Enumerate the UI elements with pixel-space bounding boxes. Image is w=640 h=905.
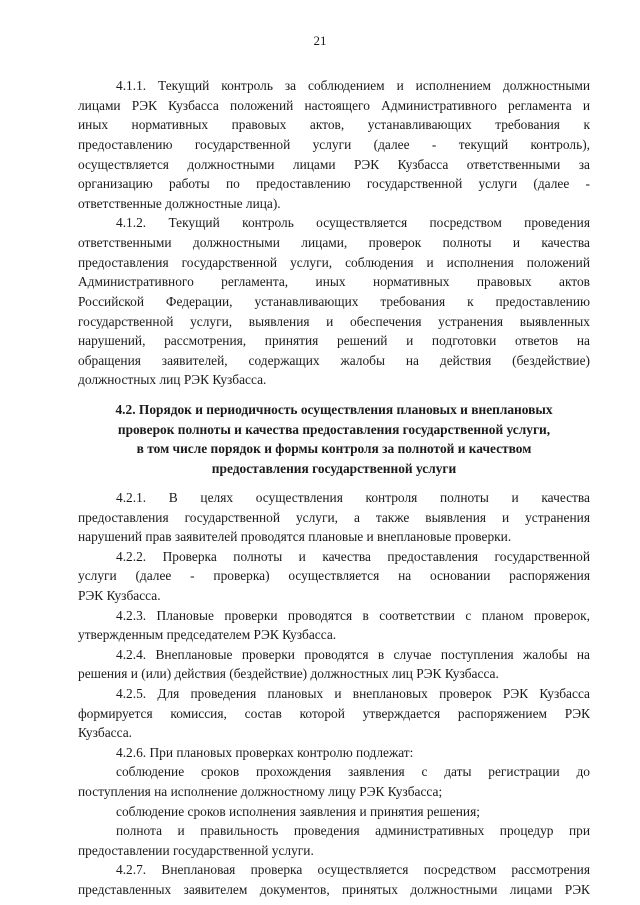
paragraph-4-2-6-line: поступления на исполнение должностному лицу РЭК Кузбасса;: [78, 784, 443, 799]
paragraph-4-1-1-line: ответственные должностные лица).: [78, 196, 281, 211]
paragraph-4-2-6-line: соблюдение сроков исполнения заявления и принятия решения;: [116, 804, 480, 819]
paragraph-4-1-2-line: Административного регламента, иных нормативных правовых актов: [78, 274, 590, 289]
paragraph-4-2-3-line: утвержденным председателем РЭК Кузбасса.: [78, 627, 337, 642]
section-heading-4-2: в том числе порядок и формы контроля за полнотой и качеством: [136, 441, 532, 456]
paragraph-4-2-1-line: нарушений прав заявителей проводятся плановые и внеплановые проверки.: [78, 529, 512, 544]
paragraph-4-1-2-line: должностных лиц РЭК Кузбасса.: [78, 372, 267, 387]
paragraph-4-2-5-line: 4.2.5. Для проведения плановых и внеплановых проверок РЭК Кузбасса: [116, 686, 590, 701]
paragraph-4-1-2-line: нарушений, рассмотрения, принятия решений и подготовки ответов на: [78, 333, 590, 348]
section-heading-4-2: предоставления государственной услуги: [211, 461, 457, 476]
paragraph-4-2-1-line: 4.2.1. В целях осуществления контроля полноты и качества: [116, 490, 590, 505]
paragraph-4-1-2-line: 4.1.2. Текущий контроль осуществляется посредством проведения: [116, 215, 590, 230]
section-heading-4-2: 4.2. Порядок и периодичность осуществления плановых и внеплановых: [115, 402, 553, 417]
paragraph-4-1-2-line: предоставления государственной услуги, соблюдения и исполнения положений: [78, 255, 590, 270]
paragraph-4-2-7-line: 4.2.7. Внеплановая проверка осуществляется посредством рассмотрения: [116, 862, 590, 877]
paragraph-4-2-6-line: 4.2.6. При плановых проверках контролю подлежат:: [116, 745, 414, 760]
paragraph-4-1-2-line: государственной услуги, выявления и обеспечения устранения выявленных: [78, 314, 590, 329]
paragraph-4-2-2-line: РЭК Кузбасса.: [78, 588, 161, 603]
paragraph-4-2-6-line: предоставлении государственной услуги.: [78, 843, 314, 858]
paragraph-4-2-2-line: услуги (далее - проверка) осуществляется на основании распоряжения: [78, 568, 590, 583]
paragraph-4-2-5-line: Кузбасса.: [78, 725, 133, 740]
paragraph-4-1-2-line: ответственными должностными лицами, проверок полноты и качества: [78, 235, 590, 250]
section-heading-4-2: проверок полноты и качества предоставления государственной услуги,: [117, 422, 551, 437]
paragraph-4-1-1-line: лицами РЭК Кузбасса положений настоящего Административного регламента и: [78, 98, 590, 113]
paragraph-4-1-1-line: иных нормативных правовых актов, устанавливающих требования к: [78, 117, 590, 132]
paragraph-4-1-2-line: обращения заявителей, содержащих жалобы на действия (бездействие): [78, 353, 590, 368]
paragraph-4-1-1-line: предоставлению государственной услуги (далее - текущий контроль),: [78, 137, 590, 152]
paragraph-4-2-6-line: полнота и правильность проведения административных процедур при: [116, 823, 590, 838]
paragraph-4-1-1-line: организацию работы по предоставлению государственной услуги (далее -: [78, 176, 590, 191]
page-number: 21: [313, 33, 327, 48]
paragraph-4-2-7-line: представленных заявителем документов, принятых должностными лицами РЭК: [78, 882, 590, 897]
paragraph-4-1-1-line: осуществляется должностными лицами РЭК Кузбасса ответственными за: [78, 157, 590, 172]
paragraph-4-2-6-line: соблюдение сроков прохождения заявления с даты регистрации до: [116, 764, 590, 779]
paragraph-4-1-1-line: 4.1.1. Текущий контроль за соблюдением и исполнением должностными: [116, 78, 590, 93]
paragraph-4-2-3-line: 4.2.3. Плановые проверки проводятся в соответствии с планом проверок,: [116, 608, 590, 623]
paragraph-4-2-4-line: решения и (или) действия (бездействие) должностных лиц РЭК Кузбасса.: [78, 666, 499, 681]
paragraph-4-2-4-line: 4.2.4. Внеплановые проверки проводятся в случае поступления жалобы на: [116, 647, 590, 662]
paragraph-4-2-2-line: 4.2.2. Проверка полноты и качества предоставления государственной: [116, 549, 590, 564]
paragraph-4-1-2-line: Российской Федерации, устанавливающих требования к предоставлению: [78, 294, 590, 309]
paragraph-4-2-5-line: формируется комиссия, состав которой утверждается распоряжением РЭК: [78, 706, 590, 721]
paragraph-4-2-1-line: предоставления государственной услуги, а также выявления и устранения: [78, 510, 590, 525]
